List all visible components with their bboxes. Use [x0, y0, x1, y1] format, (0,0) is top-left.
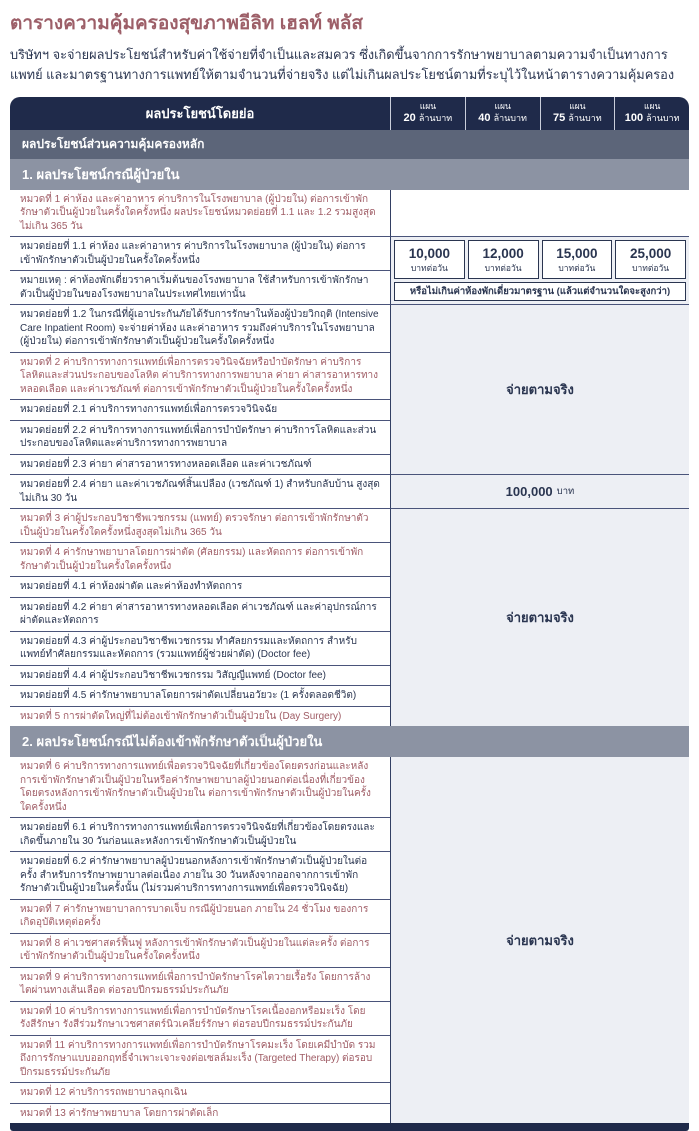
benefit-row-cat11: หมวดที่ 11 ค่าบริการทางการแพทย์เพื่อการบำบัดรักษาโรคมะเร็ง โดยเคมีบำบัด รวมถึงการรักษาแบบออกฤทธิ์จำเพาะเจาะจงต่อเซลล์มะเร็ง (Targeted Therapy) ต่อรอบปีกรมธรรม์ประกันภัย — [10, 1036, 390, 1084]
take-home-amount: 100,000 — [505, 484, 553, 500]
section-1-inpatient-bar: 1. ผลประโยชน์กรณีผู้ป่วยใน — [10, 159, 689, 190]
section-2-body — [10, 757, 689, 1123]
benefit-row-cat3: หมวดที่ 3 ค่าผู้ประกอบวิชาชีพเวชกรรม (แพทย์) ตรวจรักษา ต่อการเข้าพักรักษาตัวเป็นผู้ป่วยในครั้งใดครั้งหนึ่งสูงสุดไม่เกิน 365 วัน — [10, 509, 390, 543]
value-cell-empty — [390, 190, 689, 238]
room-rate-amount: 12,000 — [482, 246, 524, 262]
benefit-row-2-3: หมวดย่อยที่ 2.3 ค่ายา ค่าสารอาหารทางหลอดเลือด และค่าเวชภัณฑ์ — [10, 455, 390, 476]
benefit-row-cat1: หมวดที่ 1 ค่าห้อง และค่าอาหาร ค่าบริการในโรงพยาบาล (ผู้ป่วยใน) ต่อการเข้าพักรักษาตัวเป็นผู้ป่วยในครั้งใดครั้งหนึ่ง ผลประโยชน์หมวดย่อยที่ 1.1 และ 1.2 รวมสูงสุดไม่เกิน 365 วัน — [10, 190, 390, 238]
value-cell-room-rates — [390, 237, 689, 305]
benefit-row-6-2: หมวดย่อยที่ 6.2 ค่ารักษาพยาบาลผู้ป่วยนอกหลังการเข้าพักรักษาตัวเป็นผู้ป่วยในต่อครั้ง สำหรับการรักษาพยาบาลต่อเนื่อง ภายใน 30 วันหลังจากออกจากการเข้าพักรักษาตัวเป็นผู้ป่วยในครั้งนั้น (ไม่รวมค่าบริการทางการแพทย์เพื่อตรวจวินิจฉัย) — [10, 852, 390, 900]
benefit-row-cat4: หมวดที่ 4 ค่ารักษาพยาบาลโดยการผ่าตัด (ศัลยกรรม) และหัตถการ ต่อการเข้าพักรักษาตัวเป็นผู้ป่วยในครั้งใดครั้งหนึ่ง — [10, 543, 390, 577]
plan-unit: ล้านบาท — [646, 112, 680, 123]
value-cell-paid-as-actual-3: จ่ายตามจริง — [390, 757, 689, 1123]
take-home-unit: บาท — [556, 486, 575, 498]
benefit-row-cat13: หมวดที่ 13 ค่ารักษาพยาบาล โดยการผ่าตัดเล็ก — [20, 1107, 219, 1119]
benefit-row-2-2: หมวดย่อยที่ 2.2 ค่าบริการทางการแพทย์เพื่อการบำบัดรักษา ค่าบริการโลหิตและส่วนประกอบของโลหิตและค่าบริการทางการพยาบาล — [10, 421, 390, 455]
benefit-row-cat7: หมวดที่ 7 ค่ารักษาพยาบาลการบาดเจ็บ กรณีผู้ป่วยนอก ภายใน 24 ชั่วโมง ของการเกิดอุบัติเหตุต่อครั้ง — [10, 900, 390, 934]
plan-label: แผน — [419, 101, 437, 112]
room-rate-unit: บาทต่อวัน — [410, 262, 448, 273]
benefit-row-cat12: หมวดที่ 12 ค่าบริการรถพยาบาลฉุกเฉิน — [10, 1083, 390, 1104]
benefit-row-4-5: หมวดย่อยที่ 4.5 ค่ารักษาพยาบาลโดยการผ่าตัดเปลี่ยนอวัยวะ (1 ครั้งตลอดชีวิต) — [10, 686, 390, 707]
benefit-row-1-1: หมวดย่อยที่ 1.1 ค่าห้อง และค่าอาหาร ค่าบริการในโรงพยาบาล (ผู้ป่วยใน) ต่อการเข้าพักรักษาตัวเป็นผู้ป่วยในครั้งใดครั้งหนึ่ง — [10, 237, 390, 271]
benefit-row-cat9: หมวดที่ 9 ค่าบริการทางการแพทย์เพื่อการบำบัดรักษาโรคไตวายเรื้อรัง โดยการล้างไตผ่านทางเส้นเลือด ต่อรอบปีกรมธรรม์ประกันภัย — [10, 968, 390, 1002]
room-rate-amount: 25,000 — [629, 246, 672, 262]
plan-amount: 100 — [624, 111, 644, 124]
room-rate-amount: 15,000 — [556, 246, 598, 262]
section-2-outpatient-bar: 2. ผลประโยชน์กรณีไม่ต้องเข้าพักรักษาตัวเป็นผู้ป่วยใน — [10, 726, 689, 757]
plan-unit: ล้านบาท — [568, 112, 602, 123]
room-rate-amount: 10,000 — [408, 246, 451, 262]
table-bottom-bar — [10, 1123, 689, 1131]
room-rate-plan-75m — [542, 240, 613, 278]
benefit-row-1-2: หมวดย่อยที่ 1.2 ในกรณีที่ผู้เอาประกันภัยได้รับการรักษาในห้องผู้ป่วยวิกฤติ (Intensive Care Inpatient Room) จะจ่ายค่าห้อง และค่าอาหาร รวมถึงค่าบริการในโรงพยาบาล (ผู้ป่วยใน) ต่อการเข้าพักรักษาตัวเป็นผู้ป่วยในครั้งใดครั้งหนึ่ง — [10, 305, 390, 353]
plan-label: แผน — [569, 101, 586, 112]
plan-amount: 40 — [478, 111, 491, 124]
value-cell-take-home-medicine — [390, 475, 689, 509]
plan-unit: ล้านบาท — [418, 112, 453, 123]
header-benefit-summary: ผลประโยชน์โดยย่อ — [145, 105, 255, 121]
benefit-row-1-1-note: หมายเหตุ : ค่าห้องพักเดี่ยวราคาเริ่มต้นของโรงพยาบาล ใช้สำหรับการเข้าพักรักษาตัวเป็นผู้ป่วยในของโรงพยาบาลในประเทศไทยเท่านั้น — [10, 271, 390, 305]
page-title: ตารางความคุ้มครองสุขภาพอีลิท เฮลท์ พลัส — [10, 13, 364, 34]
coverage-table — [10, 97, 689, 1131]
benefit-row-4-4: หมวดย่อยที่ 4.4 ค่าผู้ประกอบวิชาชีพเวชกรรม วิสัญญีแพทย์ (Doctor fee) — [10, 666, 390, 687]
header-plan-40m — [465, 97, 540, 130]
section-main-coverage-bar: ผลประโยชน์ส่วนความคุ้มครองหลัก — [10, 130, 689, 159]
room-rate-unit: บาทต่อวัน — [484, 262, 522, 273]
benefit-row-4-1: หมวดย่อยที่ 4.1 ค่าห้องผ่าตัด และค่าห้องทำหัตถการ — [10, 577, 390, 598]
benefit-row-cat6: หมวดที่ 6 ค่าบริการทางการแพทย์เพื่อตรวจวินิจฉัยที่เกี่ยวข้องโดยตรงก่อนและหลังการเข้าพักรักษาตัวเป็นผู้ป่วยในหรือค่ารักษาพยาบาลผู้ป่วยนอกต่อเนื่องที่เกี่ยวข้องโดยตรงหลังการเข้าพักรักษาตัวเป็นผู้ป่วยใน ต่อการเข้าพักรักษาตัวเป็นผู้ป่วยในครั้งใดครั้งหนึ่ง — [10, 757, 390, 818]
plan-label: แผน — [494, 101, 511, 112]
header-plan-75m — [540, 97, 615, 130]
value-cell-paid-as-actual-1: จ่ายตามจริง — [390, 305, 689, 475]
benefit-row-cat8: หมวดที่ 8 ค่าเวชศาสตร์ฟื้นฟู หลังการเข้าพักรักษาตัวเป็นผู้ป่วยในแต่ละครั้ง ต่อการเข้าพักรักษาตัวเป็นผู้ป่วยในครั้งใดครั้งหนึ่ง — [10, 934, 390, 968]
benefit-row-2-4: หมวดย่อยที่ 2.4 ค่ายา และค่าเวชภัณฑ์สิ้นเปลือง (เวชภัณฑ์ 1) สำหรับกลับบ้าน สูงสุดไม่เกิน 30 วัน — [10, 475, 390, 509]
benefit-row-2-1: หมวดย่อยที่ 2.1 ค่าบริการทางการแพทย์เพื่อการตรวจวินิจฉัย — [10, 400, 390, 421]
room-rate-plan-40m — [468, 240, 539, 278]
header-plan-20m — [390, 97, 465, 130]
room-rate-unit: บาทต่อวัน — [558, 262, 596, 273]
room-rate-plan-100m — [615, 240, 686, 278]
value-cell-paid-as-actual-2: จ่ายตามจริง — [390, 509, 689, 726]
room-rate-note: หรือไม่เกินค่าห้องพักเดี่ยวมาตรฐาน (แล้วแต่จำนวนใดจะสูงกว่า) — [394, 282, 686, 302]
plan-label: แผน — [643, 101, 661, 112]
benefit-row-cat2: หมวดที่ 2 ค่าบริการทางการแพทย์เพื่อการตรวจวินิจฉัยหรือบำบัดรักษา ค่าบริการโลหิตและส่วนประกอบของโลหิต ค่าบริการทางการพยาบาล ค่ายา ค่าสารอาหารทางหลอดเลือด และค่าเวชภัณฑ์ ต่อการเข้าพักรักษาตัวเป็นผู้ป่วยในครั้งใดครั้งหนึ่ง — [10, 353, 390, 401]
page-subtitle: บริษัทฯ จะจ่ายผลประโยชน์สำหรับค่าใช้จ่ายที่จำเป็นและสมควร ซึ่งเกิดขึ้นจากการรักษาพยาบาลตามความจำเป็นทางการแพทย์ และมาตรฐานทางการแพทย์ให้ตามจำนวนที่จ่ายจริง แต่ไม่เกินผลประโยชน์ตามที่ระบุไว้ในหน้าตารางความคุ้มครอง — [10, 47, 675, 83]
table-header-row — [10, 97, 689, 130]
benefit-row-4-3: หมวดย่อยที่ 4.3 ค่าผู้ประกอบวิชาชีพเวชกรรม ทำศัลยกรรมและหัตถการ สำหรับแพทย์ทำศัลยกรรมและหัตถการ (รวมแพทย์ผู้ช่วยผ่าตัด) (Doctor fee) — [10, 632, 390, 666]
header-plan-100m — [614, 97, 689, 130]
room-rate-plan-20m — [394, 240, 465, 278]
plan-amount: 20 — [403, 111, 416, 124]
benefit-row-cat10: หมวดที่ 10 ค่าบริการทางการแพทย์เพื่อการบำบัดรักษาโรคเนื้องอกหรือมะเร็ง โดยรังสีรักษา รังสีร่วมรักษาเวชศาสตร์นิวเคลียร์รักษา ต่อรอบปีกรมธรรม์ประกันภัย — [10, 1002, 390, 1036]
benefit-row-cat5: หมวดที่ 5 การผ่าตัดใหญ่ที่ไม่ต้องเข้าพักรักษาตัวเป็นผู้ป่วยใน (Day Surgery) — [20, 710, 342, 722]
benefit-row-6-1: หมวดย่อยที่ 6.1 ค่าบริการทางการแพทย์เพื่อการตรวจวินิจฉัยที่เกี่ยวข้องโดยตรงและเกิดขึ้นภายใน 30 วันก่อนและหลังการเข้าพักรักษาตัวเป็นผู้ป่วยใน — [10, 818, 390, 852]
plan-unit: ล้านบาท — [493, 112, 527, 123]
plan-amount: 75 — [553, 111, 566, 124]
room-rate-boxes — [394, 240, 686, 278]
section-1-body — [10, 190, 689, 727]
benefit-row-4-2: หมวดย่อยที่ 4.2 ค่ายา ค่าสารอาหารทางหลอดเลือด ค่าเวชภัณฑ์ และค่าอุปกรณ์การผ่าตัดและหัตถการ — [10, 598, 390, 632]
room-rate-unit: บาทต่อวัน — [632, 262, 670, 273]
